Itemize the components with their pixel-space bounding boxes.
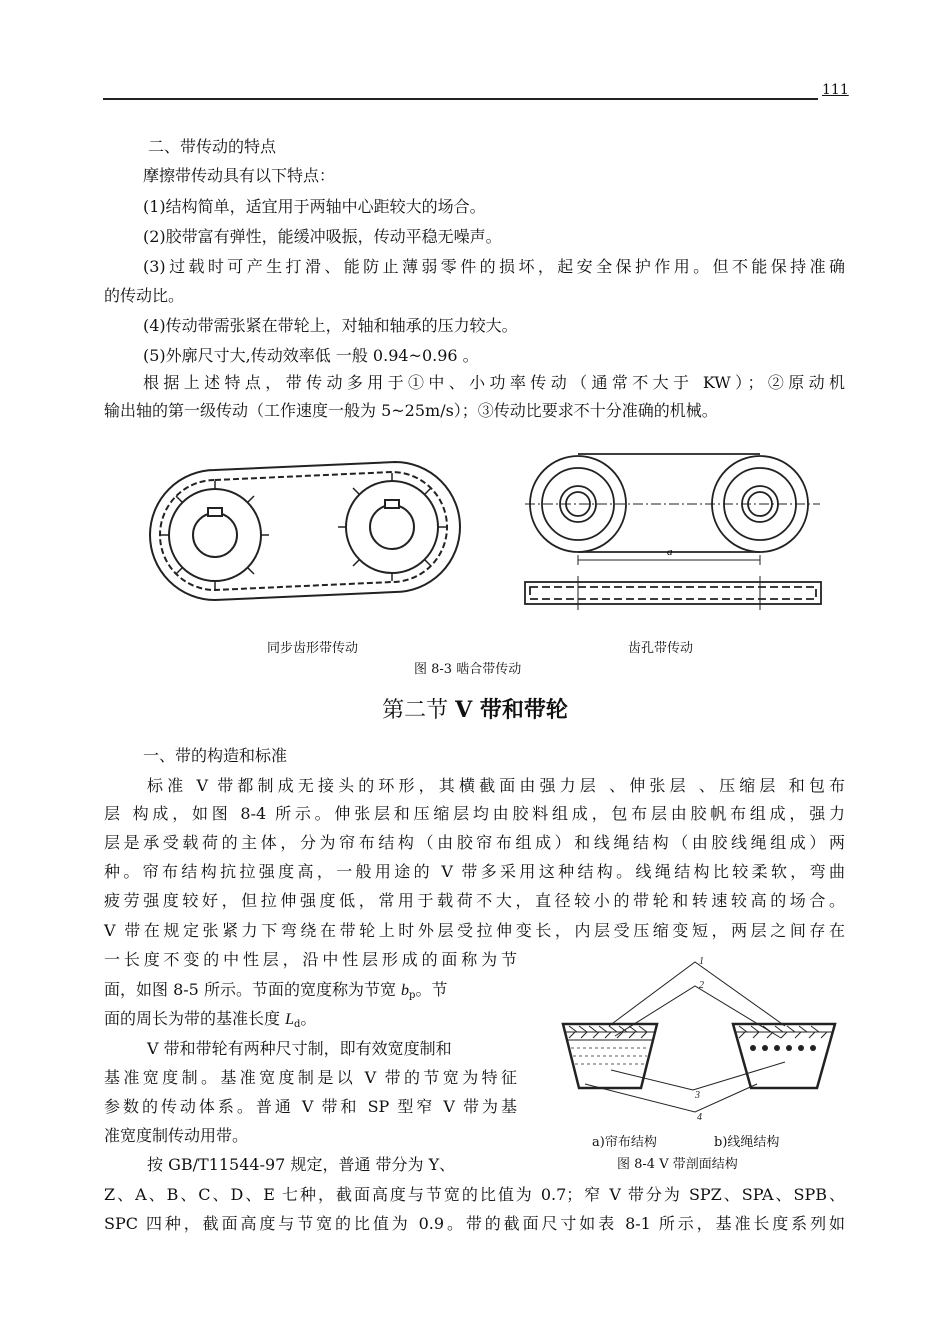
section-heading-structure: 一、带的构造和标准 <box>143 746 288 765</box>
section-title-prefix: 第二节 <box>382 698 449 723</box>
left-col-line-3 <box>104 1008 316 1036</box>
features-intro: 摩擦带传动具有以下特点： <box>143 166 336 185</box>
callout-1: 1 <box>699 956 704 967</box>
callout-3: 3 <box>695 1090 700 1101</box>
text-segment: 面的周长为带的基准长度 <box>104 1009 286 1028</box>
text-segment: 。节 <box>415 980 448 999</box>
tail-line-2: SPC 四种，截面高度与节宽的比值为 0.9。带的截面尺寸如表 8-1 所示，基准长度系列如 <box>104 1214 845 1233</box>
figure-8-3-image <box>130 440 830 622</box>
application-line-1: 根据上述特点，带传动多用于①中、小功率传动（通常不大于 KW）；②原动机 <box>143 373 845 392</box>
datum-length-symbol: L <box>285 1011 294 1028</box>
pitch-width-subscript: p <box>409 990 416 1001</box>
callout-4: 4 <box>697 1112 702 1123</box>
feature-item-1: (1)结构简单，适宜用于两轴中心距较大的场合。 <box>143 197 486 216</box>
feature-item-3: (3)过载时可产生打滑、能防止薄弱零件的损坏，起安全保护作用。但不能保持准确 <box>143 257 845 276</box>
left-col-line-5: 基准宽度制。基准宽度制是以 V 带的节宽为特征 <box>104 1068 517 1087</box>
body-line-2: 层 构成，如图 8-4 所示。伸张层和压缩层均由胶料组成，包布层由胶帆布组成，强力 <box>104 804 845 823</box>
figure-8-4-image <box>545 952 855 1128</box>
fig-8-3-right-label: 齿孔带传动 <box>628 641 694 656</box>
left-col-line-4: V 带和带轮有两种尺寸制，即有效宽度制和 <box>147 1039 452 1058</box>
left-col-line-7: 准宽度制传动用带。 <box>104 1126 249 1145</box>
feature-item-3-cont: 的传动比。 <box>104 286 185 305</box>
datum-length-subscript: d <box>294 1019 301 1030</box>
section-title <box>0 693 950 724</box>
body-line-1: 标准 V 带都制成无接头的环形，其横截面由强力层 、伸张层 、压缩层 和包布 <box>147 776 845 795</box>
left-col-line-2 <box>104 979 447 1007</box>
fig-8-3-caption: 图 8-3 啮合带传动 <box>414 662 522 677</box>
left-col-line-6: 参数的传动体系。普通 V 带和 SP 型窄 V 带为基 <box>104 1097 517 1116</box>
section-heading-features: 二、带传动的特点 <box>148 137 277 156</box>
body-line-4: 种。帘布结构抗拉强度高，一般用途的 V 带多采用这种结构。线绳结构比较柔软，弯曲 <box>104 862 845 881</box>
fig-8-4-caption: 图 8-4 V 带剖面结构 <box>617 1157 738 1172</box>
fig-8-4-label-b: b)线绳结构 <box>714 1135 780 1150</box>
body-line-3: 层是承受载荷的主体，分为帘布结构（由胶帘布组成）和线绳结构（由胶线绳组成）两 <box>104 833 845 852</box>
fig-8-4-label-a: a)帘布结构 <box>592 1135 657 1150</box>
dimension-label-a: a <box>667 546 673 558</box>
left-col-line-1: 一长度不变的中性层，沿中性层形成的面称为节 <box>104 950 517 969</box>
feature-item-2: (2)胶带富有弹性，能缓冲吸振，传动平稳无噪声。 <box>143 227 502 246</box>
application-line-2: 输出轴的第一级传动（工作速度一般为 5~25m/s）；③传动比要求不十分准确的机械。 <box>104 401 718 420</box>
v-belt-section-b <box>733 1024 835 1088</box>
header-rule <box>103 98 818 100</box>
body-line-5: 疲劳强度较好，但拉伸强度低，常用于载荷不大，直径较小的带轮和转速较高的场合。 <box>104 891 845 910</box>
feature-item-5: (5)外廓尺寸大,传动效率低 一般 0.94~0.96 。 <box>143 346 479 365</box>
pitch-width-symbol: b <box>401 982 410 999</box>
feature-item-4: (4)传动带需张紧在带轮上，对轴和轴承的压力较大。 <box>143 316 518 335</box>
left-col-line-8: 按 GB/T11544-97 规定，普通 带分为 Y、 <box>147 1155 456 1174</box>
body-line-6: V 带在规定张紧力下弯绕在带轮上时外层受拉伸变长，内层受压缩变短，两层之间存在 <box>104 921 845 940</box>
callout-2: 2 <box>699 980 704 991</box>
text-segment: 面，如图 8-5 所示。节面的宽度称为节宽 <box>104 980 402 999</box>
section-title-main: V 带和带轮 <box>455 697 568 723</box>
text-segment: 。 <box>300 1009 317 1028</box>
tail-line-1: Z、A、B、C、D、E 七种，截面高度与节宽的比值为 0.7；窄 V 带分为 SPZ、SPA、SPB、 <box>104 1185 845 1204</box>
page-number: 111 <box>822 82 849 98</box>
fig-8-3-left-label: 同步齿形带传动 <box>267 641 359 656</box>
